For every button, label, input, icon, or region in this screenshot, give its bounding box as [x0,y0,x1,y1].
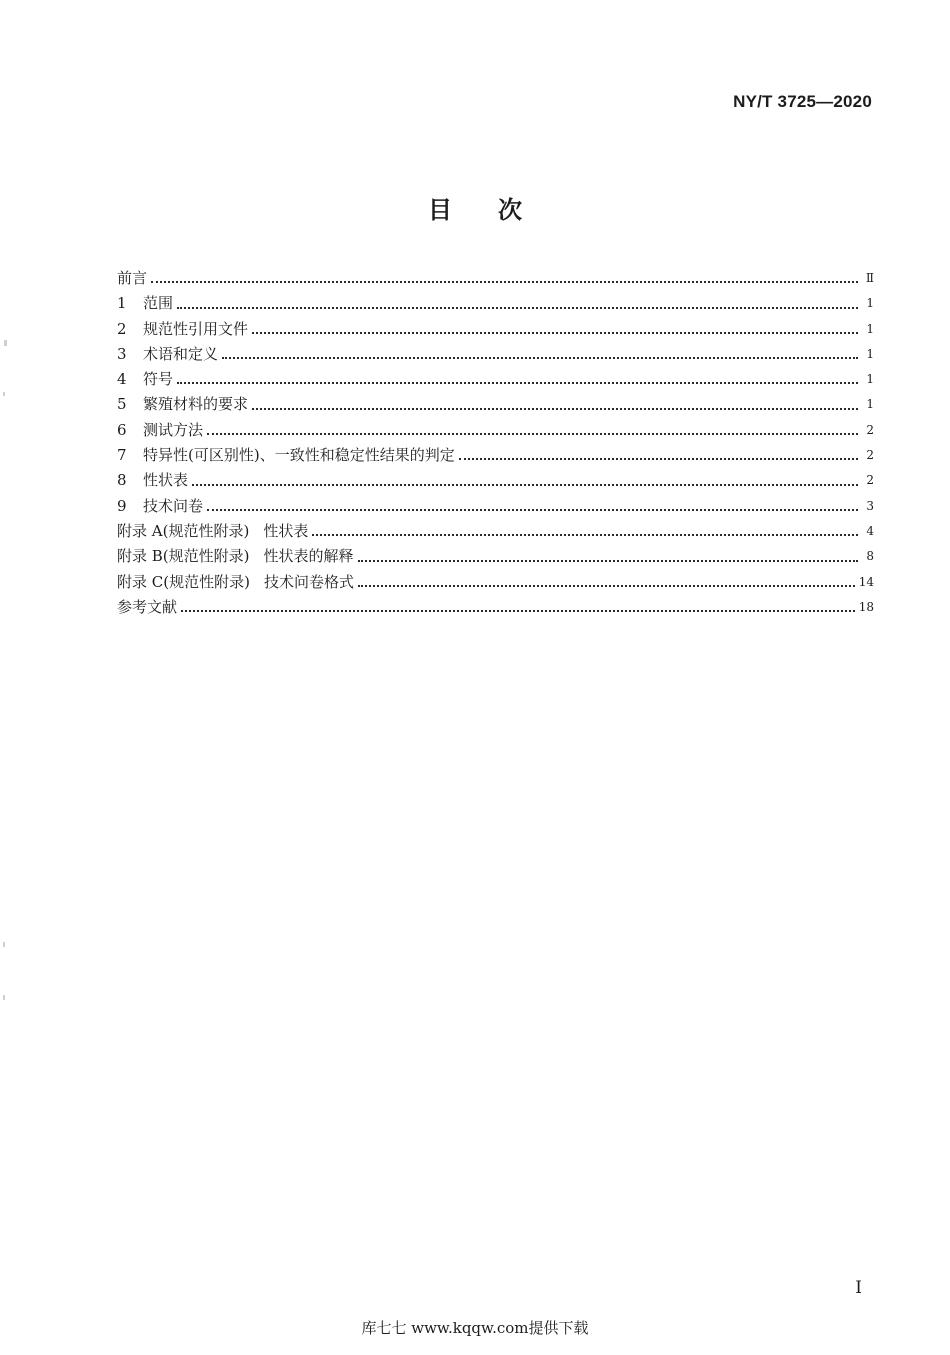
dot-leader [207,418,858,443]
standard-code: NY/T 3725—2020 [733,92,872,111]
table-of-contents [117,266,874,620]
toc-entry-label: 符号 [143,370,174,389]
toc-entry-number: 3 [117,344,127,363]
toc-entry-8[interactable] [117,468,874,493]
dot-leader [222,342,858,367]
toc-entry-label: 规范性引用文件 [143,319,249,338]
title-char-2: 次 [498,196,522,224]
appendix-subtitle: 技术问卷格式 [263,572,354,591]
toc-entry-page: 2 [866,473,874,488]
scan-mark [3,995,5,1000]
toc-entry-appendix-c[interactable] [117,570,874,595]
toc-entry-label: 特异性(可区别性)、一致性和稳定性结果的判定 [143,446,455,465]
toc-entry-number: 7 [117,446,127,465]
toc-entry-number: 9 [117,496,127,515]
scan-mark [3,392,5,396]
toc-entry-page: 1 [866,321,874,336]
toc-entry-page: 3 [866,498,874,513]
dot-leader [459,443,858,468]
toc-entry-label: 前言 [117,269,148,287]
toc-entry-label: 繁殖材料的要求 [143,395,249,414]
dot-leader [358,544,858,569]
toc-entry-page: 4 [866,523,874,538]
toc-entry-label: 参考文献 [117,597,178,616]
toc-entry-page: 1 [866,296,874,311]
dot-leader [358,570,855,595]
toc-entry-page: 14 [858,574,874,589]
dot-leader [207,494,858,519]
toc-entry-page: 1 [866,397,874,412]
toc-entry-7[interactable] [117,443,874,468]
appendix-subtitle: 性状表的解释 [263,547,354,566]
toc-entry-number: 5 [117,395,127,414]
toc-entry-label: 测试方法 [143,420,204,439]
scan-mark [3,942,5,947]
toc-entry-9[interactable] [117,494,874,519]
toc-entry-number: 2 [117,319,127,338]
toc-entry-appendix-b[interactable] [117,544,874,569]
dot-leader [312,519,858,544]
scan-mark [4,340,7,346]
toc-entry-page: 1 [866,346,874,361]
toc-entry-label: 性状表 [143,471,189,490]
toc-entry-label: 术语和定义 [143,344,219,363]
toc-entry-4[interactable] [117,367,874,392]
toc-entry-label: 技术问卷 [143,496,204,515]
toc-entry-page: 18 [858,599,874,614]
page-title [0,190,950,225]
dot-leader [177,367,858,392]
appendix-label: 附录 A(规范性附录) [117,521,250,540]
dot-leader [192,468,858,493]
toc-entry-appendix-a[interactable] [117,519,874,544]
toc-entry-page: 2 [866,448,874,463]
toc-entry-references[interactable] [117,595,874,620]
toc-entry-number: 6 [117,420,127,439]
toc-entry-5[interactable] [117,392,874,417]
toc-entry-3[interactable] [117,342,874,367]
toc-entry-label [117,544,354,569]
toc-entry-number: 4 [117,370,127,389]
dot-leader [177,291,858,316]
toc-entry-label [117,570,354,595]
toc-entry-label [117,519,308,544]
footer-watermark-text: 库七七 www.kqqw.com提供下载 [361,1319,589,1337]
toc-entry-number: 1 [117,294,127,313]
dot-leader [151,266,858,291]
toc-entry-label: 范围 [143,294,174,313]
toc-entry-page: 2 [866,422,874,437]
toc-entry-page: 8 [866,549,874,564]
page-number: I [855,1278,862,1298]
toc-entry-preface[interactable] [117,266,874,291]
toc-entry-2[interactable] [117,317,874,342]
appendix-label: 附录 C(规范性附录) [117,572,250,591]
dot-leader [252,317,858,342]
toc-entry-1[interactable] [117,291,874,316]
title-char-1: 目 [428,196,452,224]
toc-entry-page: Ⅱ [865,271,874,285]
dot-leader [252,392,858,417]
toc-entry-6[interactable] [117,418,874,443]
toc-entry-page: 1 [866,372,874,387]
dot-leader [181,595,855,620]
appendix-label: 附录 B(规范性附录) [117,547,250,566]
toc-entry-number: 8 [117,471,127,490]
appendix-subtitle: 性状表 [263,521,309,540]
